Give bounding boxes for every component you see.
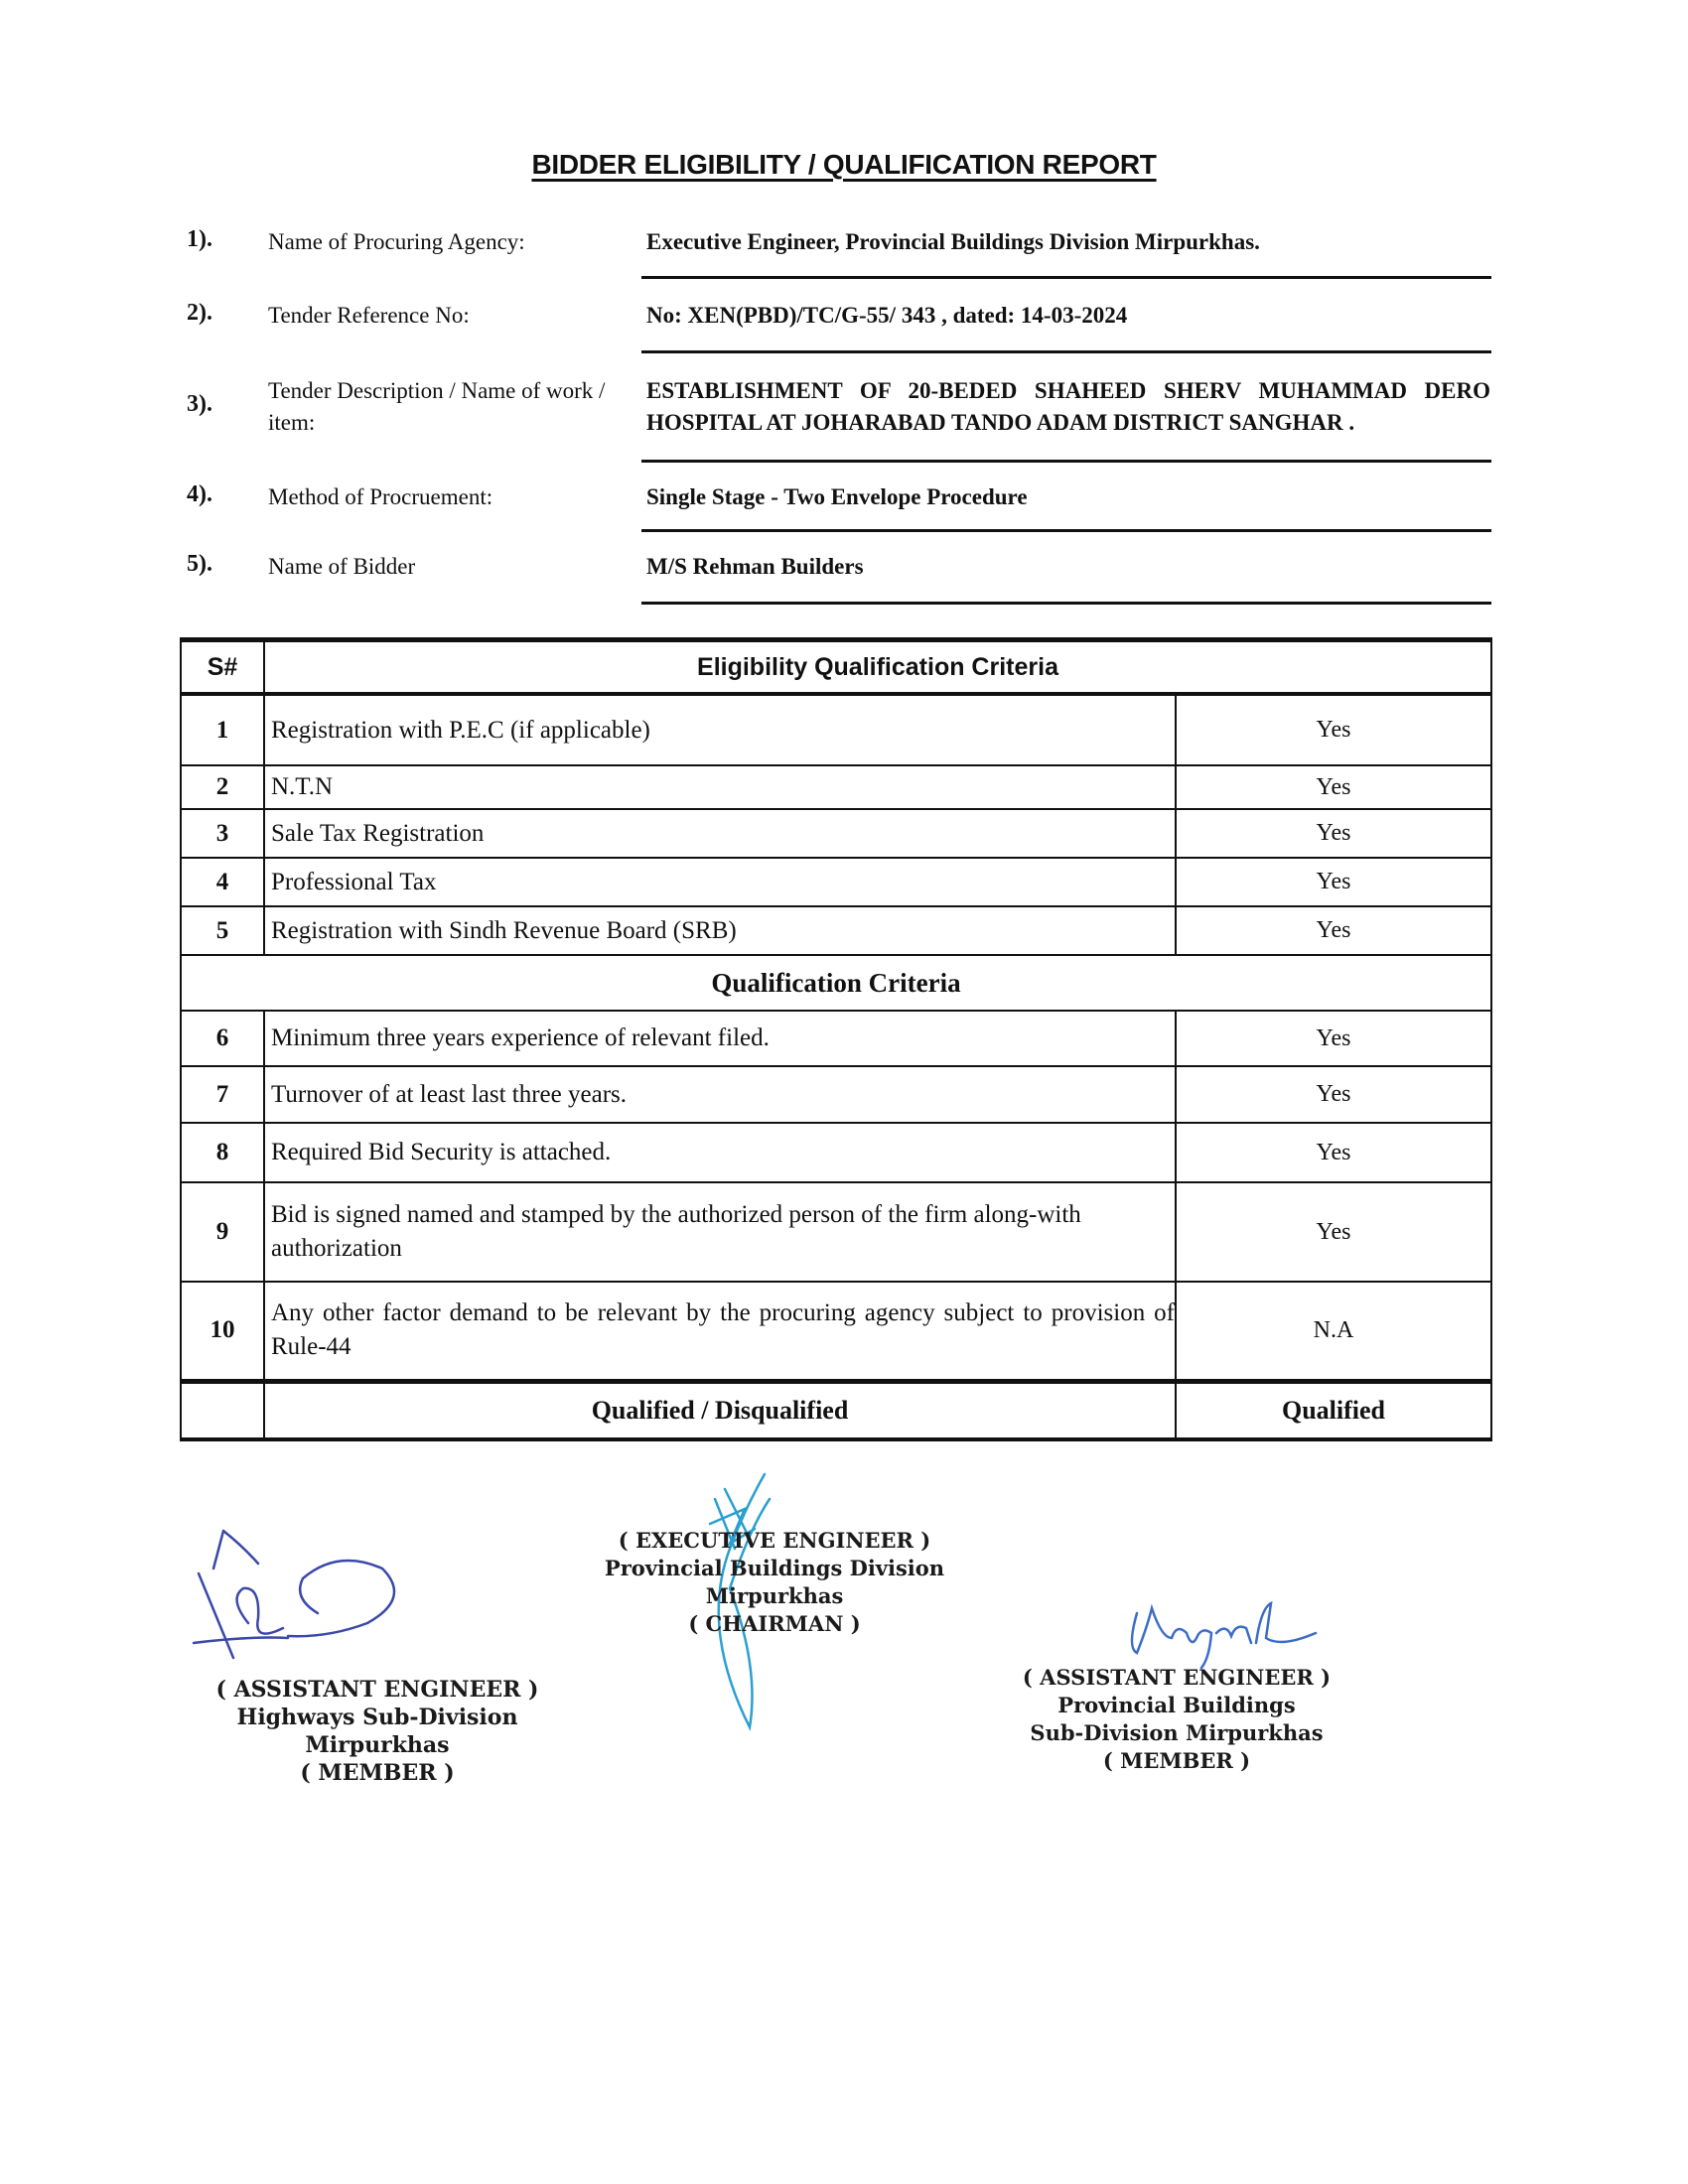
row-criterion: Professional Tax [264, 858, 1176, 906]
info-underline [641, 460, 1491, 463]
row-result: Yes [1176, 1011, 1491, 1066]
row-result: Yes [1176, 906, 1491, 955]
table-row [181, 858, 1491, 906]
signature-location: Mirpurkhas [705, 1583, 844, 1608]
info-value: ESTABLISHMENT OF 20-BEDED SHAHEED SHERV MUHAMMAD DERO HOSPITAL AT JOHARABAD TANDO ADAM DISTRICT SANGHAR . [646, 378, 1490, 435]
signature-location: Mirpurkhas [305, 1732, 450, 1758]
row-number: 10 [181, 1282, 264, 1381]
row-result: Yes [1176, 694, 1491, 765]
info-underline [641, 602, 1491, 605]
signature-office: Provincial Buildings [1057, 1693, 1296, 1717]
info-number: 1). [187, 226, 212, 252]
info-number: 2). [187, 300, 212, 326]
info-underline [641, 276, 1491, 279]
row-criterion: N.T.N [264, 765, 1176, 809]
header-serial: S# [181, 640, 264, 695]
section-title: Qualification Criteria [181, 955, 1491, 1011]
row-number: 7 [181, 1066, 264, 1123]
row-criterion: Turnover of at least last three years. [264, 1066, 1176, 1123]
row-result: Yes [1176, 1066, 1491, 1123]
info-number: 5). [187, 551, 212, 577]
row-result: Yes [1176, 858, 1491, 906]
table-row [181, 1066, 1491, 1123]
row-number: 2 [181, 765, 264, 809]
final-empty-cell [181, 1381, 264, 1439]
row-criterion: Required Bid Security is attached. [264, 1123, 1176, 1182]
header-criteria: Eligibility Qualification Criteria [264, 640, 1491, 695]
info-label: Method of Procruement: [268, 484, 493, 509]
table-row [181, 809, 1491, 858]
signature-left [189, 1529, 407, 1668]
row-criterion: Registration with Sindh Revenue Board (SRB) [264, 906, 1176, 955]
table-header-row [181, 640, 1491, 695]
report-title [0, 149, 1688, 181]
info-label: Name of Procuring Agency: [268, 229, 525, 254]
row-number: 6 [181, 1011, 264, 1066]
row-result: Yes [1176, 765, 1491, 809]
row-number: 1 [181, 694, 264, 765]
info-value: No: XEN(PBD)/TC/G-55/ 343 , dated: 14-03-2024 [646, 303, 1128, 328]
row-number: 8 [181, 1123, 264, 1182]
info-value: Single Stage - Two Envelope Procedure [646, 484, 1028, 509]
table-row [181, 1011, 1491, 1066]
signature-designation: ( ASSISTANT ENGINEER ) [215, 1677, 539, 1703]
row-criterion: Sale Tax Registration [264, 809, 1176, 858]
row-result: Yes [1176, 1123, 1491, 1182]
final-label: Qualified / Disqualified [264, 1381, 1176, 1439]
info-underline [641, 529, 1491, 532]
row-criterion: Bid is signed named and stamped by the authorized person of the firm along-with authorization [264, 1182, 1176, 1282]
info-label: Name of Bidder [268, 554, 416, 579]
signature-block-executive-engineer [556, 1527, 993, 1638]
signature-block-assistant-engineer-highways [189, 1676, 566, 1787]
signature-office: Provincial Buildings Division [604, 1556, 945, 1580]
row-result: N.A [1176, 1282, 1491, 1381]
info-underline [641, 350, 1491, 353]
info-label: Tender Reference No: [268, 303, 470, 328]
row-number: 9 [181, 1182, 264, 1282]
signature-block-assistant-engineer-buildings [993, 1664, 1360, 1775]
criteria-table [180, 637, 1492, 1441]
table-row [181, 1123, 1491, 1182]
signature-role: ( MEMBER ) [300, 1760, 455, 1786]
signature-designation: ( EXECUTIVE ENGINEER ) [618, 1528, 931, 1553]
info-number: 3). [187, 391, 212, 417]
final-result-row [181, 1381, 1491, 1439]
report-title-text: BIDDER ELIGIBILITY / QUALIFICATION REPORT [531, 149, 1157, 180]
row-result: Yes [1176, 809, 1491, 858]
table-row [181, 1282, 1491, 1381]
signature-role: ( MEMBER ) [1102, 1748, 1251, 1773]
info-value: Executive Engineer, Provincial Buildings Division Mirpurkhas. [646, 229, 1260, 254]
row-number: 4 [181, 858, 264, 906]
info-label: Tender Description / Name of work / item: [268, 378, 606, 435]
row-criterion: Registration with P.E.C (if applicable) [264, 694, 1176, 765]
table-row [181, 1182, 1491, 1282]
row-criterion: Any other factor demand to be relevant by the procuring agency subject to provision of Rule-44 [264, 1282, 1176, 1381]
table-row [181, 906, 1491, 955]
final-result: Qualified [1176, 1381, 1491, 1439]
info-value: M/S Rehman Builders [646, 554, 864, 579]
row-result: Yes [1176, 1182, 1491, 1282]
table-row [181, 694, 1491, 765]
row-criterion: Minimum three years experience of relevant filed. [264, 1011, 1176, 1066]
info-number: 4). [187, 481, 212, 507]
table-row [181, 765, 1491, 809]
signature-office: Highways Sub-Division [236, 1705, 518, 1730]
signature-location: Sub-Division Mirpurkhas [1030, 1720, 1324, 1745]
row-number: 5 [181, 906, 264, 955]
signature-designation: ( ASSISTANT ENGINEER ) [1022, 1665, 1332, 1690]
signature-role: ( CHAIRMAN ) [688, 1611, 861, 1636]
section-header-row [181, 955, 1491, 1011]
row-number: 3 [181, 809, 264, 858]
